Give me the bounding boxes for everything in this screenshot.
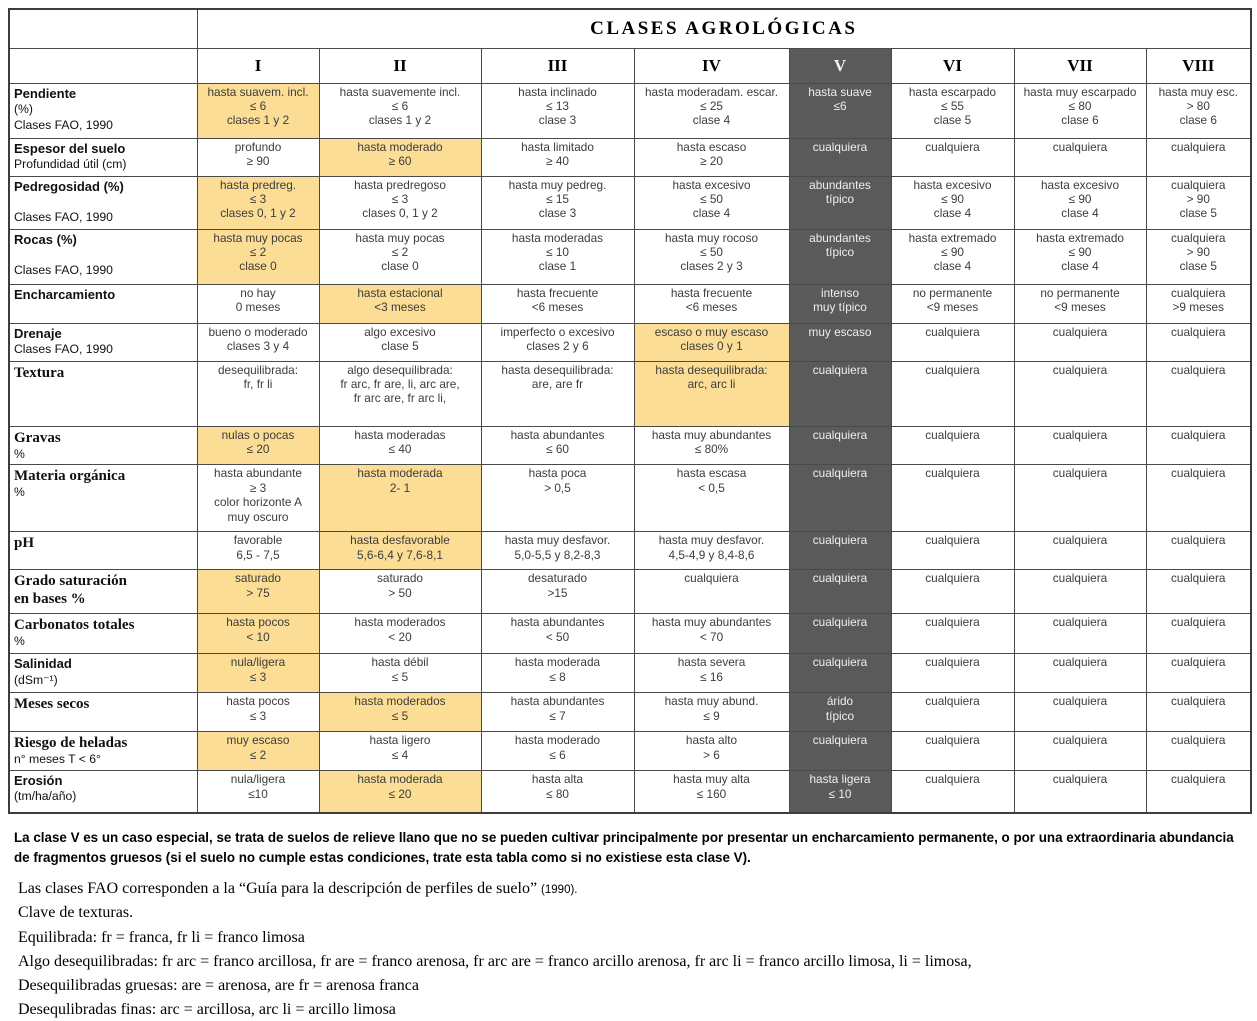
cell-pedregosidad-IV: hasta excesivo ≤ 50 clase 4 [634, 176, 789, 229]
cell-salinidad-IV: hasta severa ≤ 16 [634, 654, 789, 693]
corner-cell-2 [9, 48, 197, 83]
cell-carbonatos-totales-III: hasta abundantes < 50 [481, 614, 634, 654]
cell-espesor-del-suelo-I: profundo ≥ 90 [197, 138, 319, 176]
column-header-VII: VII [1014, 48, 1146, 83]
cell-textura-II: algo desequilibrada: fr arc, fr are, li, arc are, fr arc are, fr arc li, [319, 361, 481, 426]
cell-erosion-IV: hasta muy alta ≤ 160 [634, 771, 789, 813]
footnotes [8, 828, 1250, 1021]
cell-ph-VIII: cualquiera [1146, 532, 1251, 570]
cell-grado-saturacion-en-bases-I: saturado > 75 [197, 570, 319, 614]
row-gravas [9, 426, 1251, 465]
column-header-row [9, 48, 1251, 83]
cell-pendiente-IV: hasta moderadam. escar. ≤ 25 clase 4 [634, 83, 789, 138]
cell-erosion-VI: cualquiera [891, 771, 1014, 813]
cell-pendiente-I: hasta suavem. incl. ≤ 6 clases 1 y 2 [197, 83, 319, 138]
row-label-carbonatos-totales: Carbonatos totales % [9, 614, 197, 654]
footnote-fao [18, 877, 1250, 900]
row-riesgo-de-heladas [9, 732, 1251, 771]
cell-encharcamiento-IV: hasta frecuente <6 meses [634, 284, 789, 323]
row-label-erosion: Erosión (tm/ha/año) [9, 771, 197, 813]
cell-meses-secos-VI: cualquiera [891, 693, 1014, 732]
cell-meses-secos-III: hasta abundantes ≤ 7 [481, 693, 634, 732]
row-materia-organica [9, 465, 1251, 532]
cell-gravas-III: hasta abundantes ≤ 60 [481, 426, 634, 465]
cell-grado-saturacion-en-bases-VII: cualquiera [1014, 570, 1146, 614]
cell-materia-organica-VIII: cualquiera [1146, 465, 1251, 532]
footnote-class-v: La clase V es un caso especial, se trata de suelos de relieve llano que no se pueden cultivar principalmente por presentar un encharcamiento permanente, o por una extraordinaria abundancia de fragmentos gruesos (si el suelo no cumple estas condiciones, trate esta tabla como si no existiese esta clase V). [14, 829, 1234, 866]
cell-materia-organica-VII: cualquiera [1014, 465, 1146, 532]
cell-encharcamiento-VII: no permanente <9 meses [1014, 284, 1146, 323]
agrological-classes-table [8, 8, 1252, 814]
cell-ph-IV: hasta muy desfavor. 4,5-4,9 y 8,4-8,6 [634, 532, 789, 570]
row-carbonatos-totales [9, 614, 1251, 654]
cell-materia-organica-V: cualquiera [789, 465, 891, 532]
footnote-algo-desequilibradas: Algo desequilibradas: fr arc = franco arcillosa, fr are = franco arenosa, fr arc are = franco arcillo arenosa, fr arc li = franco arcillo limosa, li = limosa, [18, 952, 972, 970]
row-label-encharcamiento: Encharcamiento [9, 284, 197, 323]
cell-textura-VI: cualquiera [891, 361, 1014, 426]
row-label-pedregosidad: Pedregosidad (%) Clases FAO, 1990 [9, 176, 197, 229]
cell-drenaje-I: bueno o moderado clases 3 y 4 [197, 323, 319, 361]
cell-encharcamiento-I: no hay 0 meses [197, 284, 319, 323]
cell-rocas-IV: hasta muy rocoso ≤ 50 clases 2 y 3 [634, 229, 789, 284]
cell-carbonatos-totales-VII: cualquiera [1014, 614, 1146, 654]
cell-pendiente-VII: hasta muy escarpado ≤ 80 clase 6 [1014, 83, 1146, 138]
cell-rocas-VIII: cualquiera > 90 clase 5 [1146, 229, 1251, 284]
cell-textura-III: hasta desequilibrada: are, are fr [481, 361, 634, 426]
column-header-V: V [789, 48, 891, 83]
row-label-salinidad: Salinidad (dSm⁻¹) [9, 654, 197, 693]
cell-drenaje-V: muy escaso [789, 323, 891, 361]
cell-ph-V: cualquiera [789, 532, 891, 570]
cell-encharcamiento-V: intenso muy típico [789, 284, 891, 323]
row-label-textura: Textura [9, 361, 197, 426]
cell-carbonatos-totales-IV: hasta muy abundantes < 70 [634, 614, 789, 654]
cell-carbonatos-totales-I: hasta pocos < 10 [197, 614, 319, 654]
cell-pedregosidad-II: hasta predregoso ≤ 3 clases 0, 1 y 2 [319, 176, 481, 229]
cell-materia-organica-I: hasta abundante ≥ 3 color horizonte A muy oscuro [197, 465, 319, 532]
cell-drenaje-VII: cualquiera [1014, 323, 1146, 361]
row-textura [9, 361, 1251, 426]
cell-pendiente-III: hasta inclinado ≤ 13 clase 3 [481, 83, 634, 138]
cell-meses-secos-II: hasta moderados ≤ 5 [319, 693, 481, 732]
cell-meses-secos-IV: hasta muy abund. ≤ 9 [634, 693, 789, 732]
cell-riesgo-de-heladas-VI: cualquiera [891, 732, 1014, 771]
cell-espesor-del-suelo-VIII: cualquiera [1146, 138, 1251, 176]
row-label-drenaje: Drenaje Clases FAO, 1990 [9, 323, 197, 361]
cell-salinidad-III: hasta moderada ≤ 8 [481, 654, 634, 693]
row-label-meses-secos: Meses secos [9, 693, 197, 732]
footnote-texture-key-title: Clave de texturas. [18, 904, 134, 922]
cell-pendiente-VI: hasta escarpado ≤ 55 clase 5 [891, 83, 1014, 138]
cell-salinidad-I: nula/ligera ≤ 3 [197, 654, 319, 693]
cell-riesgo-de-heladas-II: hasta ligero ≤ 4 [319, 732, 481, 771]
cell-gravas-V: cualquiera [789, 426, 891, 465]
cell-riesgo-de-heladas-IV: hasta alto > 6 [634, 732, 789, 771]
column-header-VIII: VIII [1146, 48, 1251, 83]
cell-encharcamiento-III: hasta frecuente <6 meses [481, 284, 634, 323]
cell-salinidad-VII: cualquiera [1014, 654, 1146, 693]
cell-materia-organica-II: hasta moderada 2- 1 [319, 465, 481, 532]
cell-carbonatos-totales-II: hasta moderados < 20 [319, 614, 481, 654]
cell-gravas-VIII: cualquiera [1146, 426, 1251, 465]
cell-erosion-VII: cualquiera [1014, 771, 1146, 813]
column-header-IV: IV [634, 48, 789, 83]
cell-textura-VIII: cualquiera [1146, 361, 1251, 426]
cell-rocas-I: hasta muy pocas ≤ 2 clase 0 [197, 229, 319, 284]
cell-meses-secos-V: árido típico [789, 693, 891, 732]
row-pedregosidad [9, 176, 1251, 229]
cell-salinidad-VIII: cualquiera [1146, 654, 1251, 693]
cell-espesor-del-suelo-VII: cualquiera [1014, 138, 1146, 176]
cell-drenaje-IV: escaso o muy escaso clases 0 y 1 [634, 323, 789, 361]
row-label-espesor-del-suelo: Espesor del suelo Profundidad útil (cm) [9, 138, 197, 176]
cell-drenaje-VIII: cualquiera [1146, 323, 1251, 361]
cell-ph-II: hasta desfavorable 5,6-6,4 y 7,6-8,1 [319, 532, 481, 570]
cell-pedregosidad-VI: hasta excesivo ≤ 90 clase 4 [891, 176, 1014, 229]
cell-espesor-del-suelo-IV: hasta escaso ≥ 20 [634, 138, 789, 176]
cell-meses-secos-I: hasta pocos ≤ 3 [197, 693, 319, 732]
cell-meses-secos-VIII: cualquiera [1146, 693, 1251, 732]
cell-salinidad-V: cualquiera [789, 654, 891, 693]
row-rocas [9, 229, 1251, 284]
title-row [9, 9, 1251, 48]
cell-drenaje-VI: cualquiera [891, 323, 1014, 361]
cell-textura-V: cualquiera [789, 361, 891, 426]
cell-rocas-VII: hasta extremado ≤ 90 clase 4 [1014, 229, 1146, 284]
cell-rocas-V: abundantes típico [789, 229, 891, 284]
row-erosion [9, 771, 1251, 813]
row-label-gravas: Gravas % [9, 426, 197, 465]
row-salinidad [9, 654, 1251, 693]
cell-gravas-VII: cualquiera [1014, 426, 1146, 465]
footnote-desequilibradas-gruesas: Desequilibradas gruesas: are = arenosa, are fr = arenosa franca [18, 977, 419, 994]
cell-textura-I: desequilibrada: fr, fr li [197, 361, 319, 426]
row-grado-saturacion-en-bases [9, 570, 1251, 614]
cell-grado-saturacion-en-bases-III: desaturado >15 [481, 570, 634, 614]
cell-pendiente-II: hasta suavemente incl. ≤ 6 clases 1 y 2 [319, 83, 481, 138]
cell-pendiente-VIII: hasta muy esc. > 80 clase 6 [1146, 83, 1251, 138]
footnote-desequilibradas-finas: Desequlibradas finas: arc = arcillosa, arc li = arcillo limosa [18, 1001, 396, 1019]
corner-cell [9, 9, 197, 48]
cell-ph-VII: cualquiera [1014, 532, 1146, 570]
cell-riesgo-de-heladas-VII: cualquiera [1014, 732, 1146, 771]
cell-erosion-I: nula/ligera ≤10 [197, 771, 319, 813]
cell-rocas-III: hasta moderadas ≤ 10 clase 1 [481, 229, 634, 284]
cell-grado-saturacion-en-bases-VIII: cualquiera [1146, 570, 1251, 614]
cell-pedregosidad-VIII: cualquiera > 90 clase 5 [1146, 176, 1251, 229]
cell-espesor-del-suelo-VI: cualquiera [891, 138, 1014, 176]
cell-meses-secos-VII: cualquiera [1014, 693, 1146, 732]
column-header-I: I [197, 48, 319, 83]
cell-gravas-VI: cualquiera [891, 426, 1014, 465]
row-label-materia-organica: Materia orgánica % [9, 465, 197, 532]
column-header-II: II [319, 48, 481, 83]
cell-salinidad-VI: cualquiera [891, 654, 1014, 693]
cell-grado-saturacion-en-bases-VI: cualquiera [891, 570, 1014, 614]
footnote-equilibrada: Equilibrada: fr = franca, fr li = franco limosa [18, 928, 305, 946]
cell-erosion-II: hasta moderada ≤ 20 [319, 771, 481, 813]
row-espesor-del-suelo [9, 138, 1251, 176]
cell-salinidad-II: hasta débil ≤ 5 [319, 654, 481, 693]
cell-gravas-I: nulas o pocas ≤ 20 [197, 426, 319, 465]
table-title: CLASES AGROLÓGICAS [197, 9, 1251, 48]
cell-pedregosidad-III: hasta muy pedreg. ≤ 15 clase 3 [481, 176, 634, 229]
cell-encharcamiento-II: hasta estacional <3 meses [319, 284, 481, 323]
cell-ph-I: favorable 6,5 - 7,5 [197, 532, 319, 570]
cell-grado-saturacion-en-bases-II: saturado > 50 [319, 570, 481, 614]
cell-rocas-VI: hasta extremado ≤ 90 clase 4 [891, 229, 1014, 284]
cell-pedregosidad-V: abundantes típico [789, 176, 891, 229]
cell-riesgo-de-heladas-VIII: cualquiera [1146, 732, 1251, 771]
row-ph [9, 532, 1251, 570]
cell-grado-saturacion-en-bases-IV: cualquiera [634, 570, 789, 614]
row-meses-secos [9, 693, 1251, 732]
cell-carbonatos-totales-VI: cualquiera [891, 614, 1014, 654]
cell-materia-organica-VI: cualquiera [891, 465, 1014, 532]
cell-textura-IV: hasta desequilibrada: arc, arc li [634, 361, 789, 426]
cell-erosion-III: hasta alta ≤ 80 [481, 771, 634, 813]
cell-gravas-II: hasta moderadas ≤ 40 [319, 426, 481, 465]
cell-grado-saturacion-en-bases-V: cualquiera [789, 570, 891, 614]
cell-pedregosidad-VII: hasta excesivo ≤ 90 clase 4 [1014, 176, 1146, 229]
cell-rocas-II: hasta muy pocas ≤ 2 clase 0 [319, 229, 481, 284]
cell-encharcamiento-VIII: cualquiera >9 meses [1146, 284, 1251, 323]
cell-carbonatos-totales-VIII: cualquiera [1146, 614, 1251, 654]
row-label-ph: pH [9, 532, 197, 570]
row-label-pendiente: Pendiente (%) Clases FAO, 1990 [9, 83, 197, 138]
cell-drenaje-III: imperfecto o excesivo clases 2 y 6 [481, 323, 634, 361]
row-encharcamiento [9, 284, 1251, 323]
column-header-VI: VI [891, 48, 1014, 83]
cell-erosion-V: hasta ligera ≤ 10 [789, 771, 891, 813]
cell-encharcamiento-VI: no permanente <9 meses [891, 284, 1014, 323]
cell-espesor-del-suelo-II: hasta moderado ≥ 60 [319, 138, 481, 176]
cell-pedregosidad-I: hasta predreg. ≤ 3 clases 0, 1 y 2 [197, 176, 319, 229]
cell-riesgo-de-heladas-I: muy escaso ≤ 2 [197, 732, 319, 771]
row-label-riesgo-de-heladas: Riesgo de heladas n° meses T < 6° [9, 732, 197, 771]
cell-ph-III: hasta muy desfavor. 5,0-5,5 y 8,2-8,3 [481, 532, 634, 570]
cell-materia-organica-IV: hasta escasa < 0,5 [634, 465, 789, 532]
cell-drenaje-II: algo excesivo clase 5 [319, 323, 481, 361]
row-label-grado-saturacion-en-bases: Grado saturación en bases % [9, 570, 197, 614]
footnote-fao-year: (1990). [541, 884, 578, 897]
cell-pendiente-V: hasta suave ≤6 [789, 83, 891, 138]
row-label-rocas: Rocas (%) Clases FAO, 1990 [9, 229, 197, 284]
column-header-III: III [481, 48, 634, 83]
footnote-fao-text: Las clases FAO corresponden a la “Guía para la descripción de perfiles de suelo” [18, 880, 542, 898]
cell-espesor-del-suelo-III: hasta limitado ≥ 40 [481, 138, 634, 176]
cell-carbonatos-totales-V: cualquiera [789, 614, 891, 654]
cell-espesor-del-suelo-V: cualquiera [789, 138, 891, 176]
cell-materia-organica-III: hasta poca > 0,5 [481, 465, 634, 532]
row-drenaje [9, 323, 1251, 361]
cell-textura-VII: cualquiera [1014, 361, 1146, 426]
cell-erosion-VIII: cualquiera [1146, 771, 1251, 813]
cell-riesgo-de-heladas-V: cualquiera [789, 732, 891, 771]
row-pendiente [9, 83, 1251, 138]
cell-riesgo-de-heladas-III: hasta moderado ≤ 6 [481, 732, 634, 771]
cell-gravas-IV: hasta muy abundantes ≤ 80% [634, 426, 789, 465]
cell-ph-VI: cualquiera [891, 532, 1014, 570]
